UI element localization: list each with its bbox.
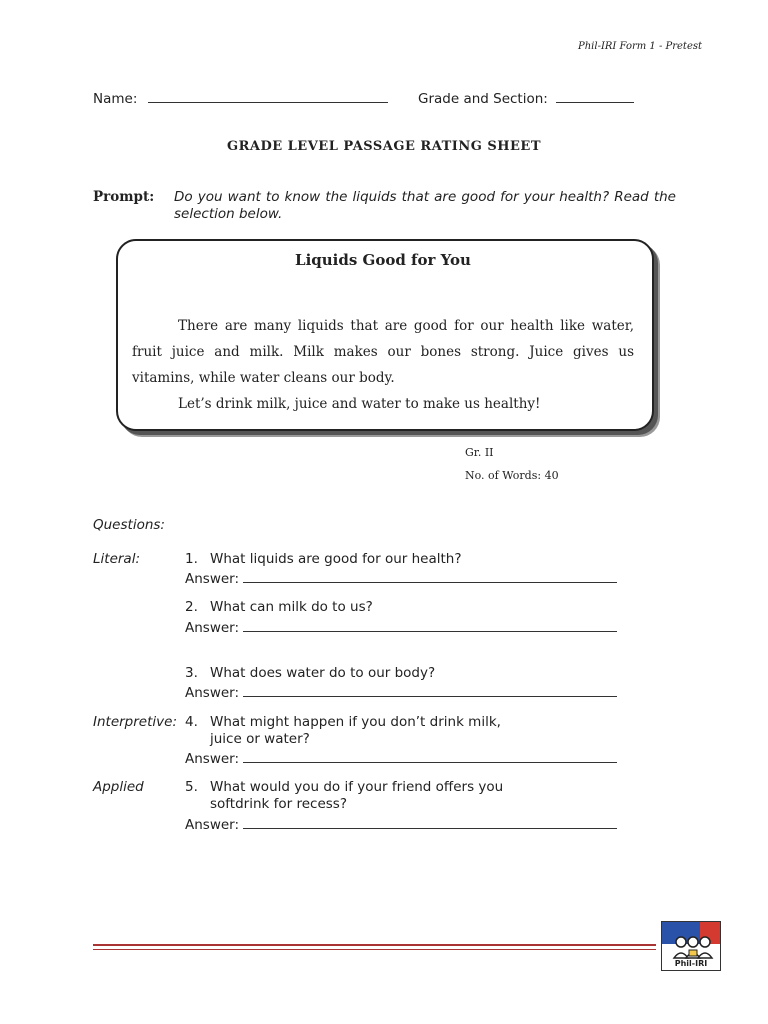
answer-label: Answer: bbox=[185, 817, 240, 833]
question-text: What would you do if your friend offers you bbox=[210, 779, 504, 795]
question-text: What does water do to our body? bbox=[210, 665, 436, 681]
answer-3 bbox=[185, 682, 617, 701]
question-text: What can milk do to us? bbox=[210, 599, 373, 615]
answer-label: Answer: bbox=[185, 685, 240, 701]
question-2 bbox=[185, 599, 373, 616]
question-text: What liquids are good for our health? bbox=[210, 551, 462, 567]
phil-iri-logo-icon bbox=[661, 921, 721, 971]
answer-4 bbox=[185, 748, 617, 767]
question-number: 4. bbox=[185, 714, 198, 730]
passage-body bbox=[132, 313, 634, 417]
category-applied: Applied bbox=[93, 779, 144, 795]
answer-line[interactable] bbox=[243, 617, 617, 632]
question-3 bbox=[185, 665, 435, 682]
question-4 bbox=[185, 714, 501, 748]
question-text-cont: softdrink for recess? bbox=[210, 796, 348, 812]
question-text: What might happen if you don’t drink milk, bbox=[210, 714, 501, 730]
grade-section-line[interactable] bbox=[556, 88, 634, 103]
page-title: GRADE LEVEL PASSAGE RATING SHEET bbox=[226, 139, 542, 154]
answer-label: Answer: bbox=[185, 751, 240, 767]
category-interpretive: Interpretive: bbox=[93, 714, 177, 730]
category-literal: Literal: bbox=[93, 551, 140, 567]
answer-label: Answer: bbox=[185, 571, 240, 587]
passage-paragraph: Let’s drink milk, juice and water to make us healthy! bbox=[178, 396, 541, 412]
answer-line[interactable] bbox=[243, 748, 617, 763]
footer-rule bbox=[93, 944, 656, 946]
name-field bbox=[93, 88, 388, 107]
name-line[interactable] bbox=[148, 88, 388, 103]
prompt-label: Prompt: bbox=[93, 189, 155, 205]
answer-label: Answer: bbox=[185, 620, 240, 636]
grade-level: Gr. II bbox=[465, 446, 494, 459]
answer-line[interactable] bbox=[243, 568, 617, 583]
grade-section-label: Grade and Section: bbox=[418, 91, 548, 107]
question-number: 2. bbox=[185, 599, 198, 615]
form-label: Phil-IRI Form 1 - Pretest bbox=[578, 41, 703, 52]
question-number: 3. bbox=[185, 665, 198, 681]
answer-5 bbox=[185, 814, 617, 833]
answer-2 bbox=[185, 617, 617, 636]
questions-label: Questions: bbox=[93, 517, 165, 533]
question-text-cont: juice or water? bbox=[210, 731, 310, 747]
answer-line[interactable] bbox=[243, 814, 617, 829]
footer-rule bbox=[93, 949, 656, 950]
word-count: No. of Words: 40 bbox=[465, 469, 559, 482]
answer-line[interactable] bbox=[243, 682, 617, 697]
passage-paragraph: There are many liquids that are good for our health like water, fruit juice and milk. Milk makes our bones strong. Juice gives us vitamins, while water cleans our body. bbox=[132, 318, 634, 386]
question-number: 5. bbox=[185, 779, 198, 795]
question-number: 1. bbox=[185, 551, 198, 567]
question-1 bbox=[185, 551, 462, 568]
grade-section-field bbox=[418, 88, 634, 107]
question-5 bbox=[185, 779, 503, 813]
prompt-text: Do you want to know the liquids that are good for your health? Read the selection below. bbox=[174, 189, 676, 222]
passage-title: Liquids Good for You bbox=[295, 251, 471, 269]
logo-text: Phil-IRI bbox=[674, 959, 708, 968]
answer-1 bbox=[185, 568, 617, 587]
name-label: Name: bbox=[93, 91, 138, 107]
